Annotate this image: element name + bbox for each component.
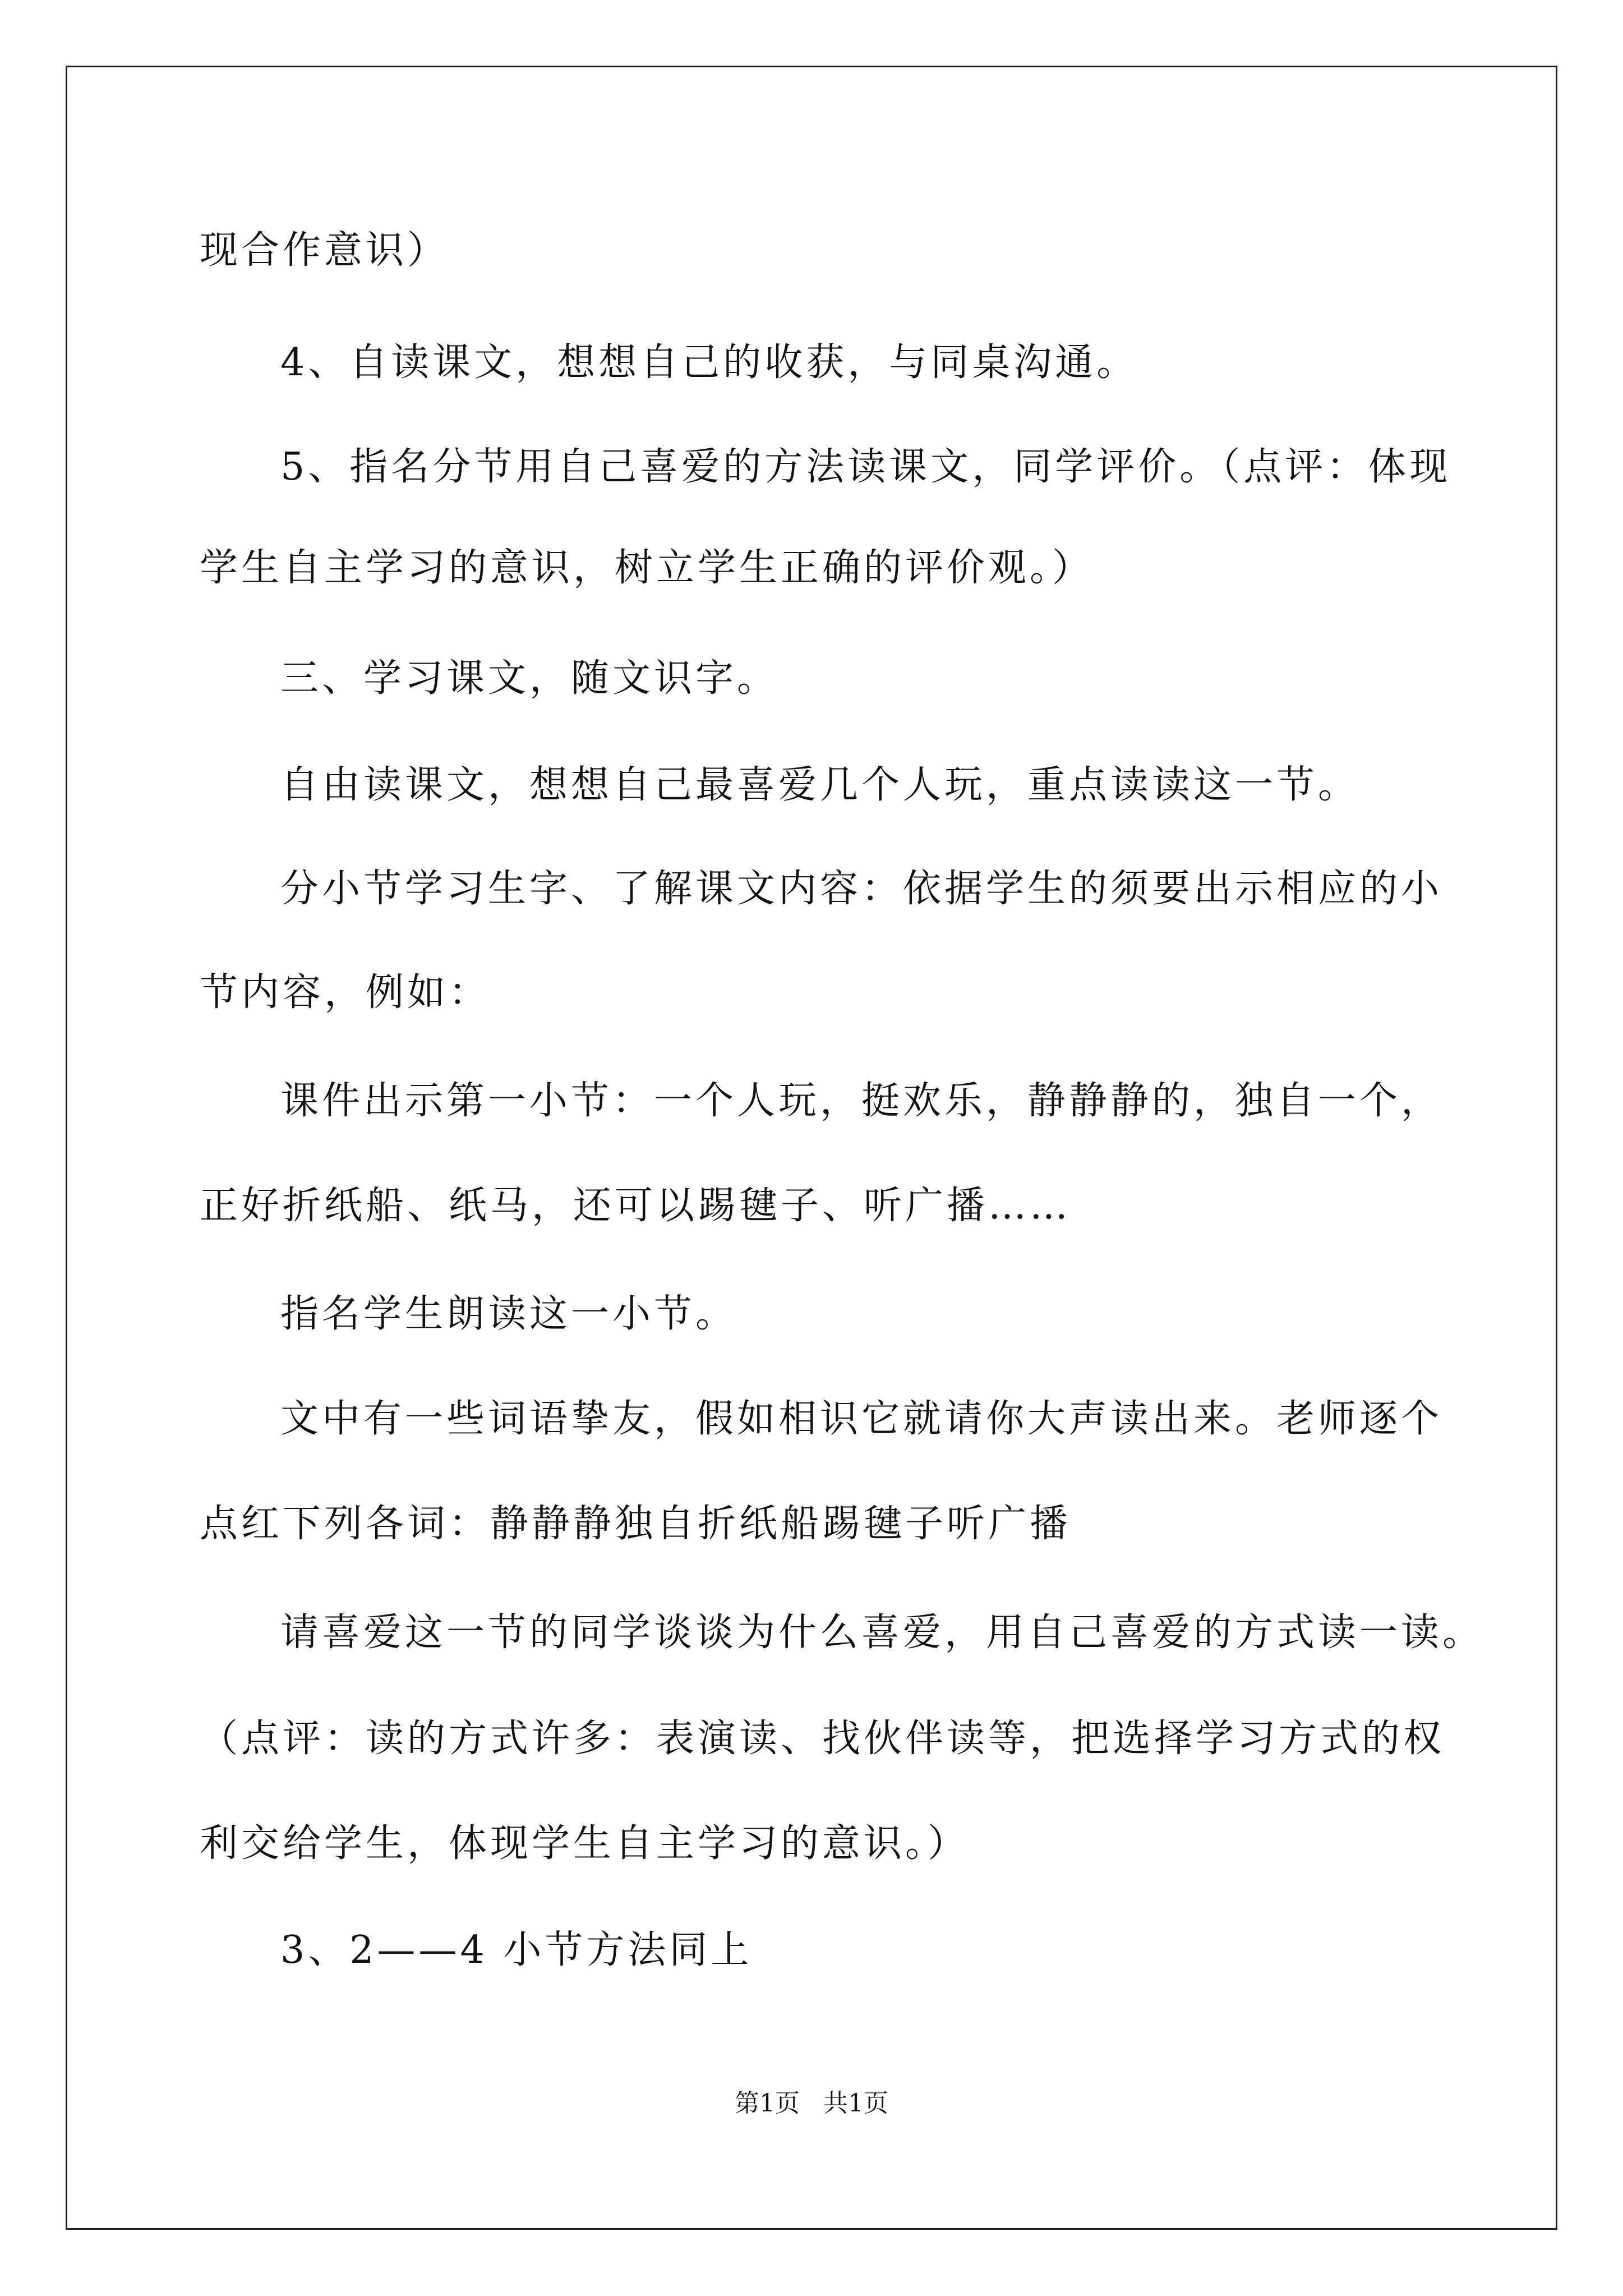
- paragraph-line-1: 现合作意识）: [200, 228, 449, 273]
- paragraph-line-12: 文中有一些词语挚友，假如相识它就请你大声读出来。老师逐个: [280, 1397, 1443, 1441]
- paragraph-line-13: 点红下列各词：静静静独自折纸船踢毽子听广播: [200, 1502, 1072, 1546]
- paragraph-line-17: 3、2——4 小节方法同上: [280, 1928, 753, 1972]
- paragraph-line-7: 分小节学习生字、了解课文内容：依据学生的须要出示相应的小: [280, 867, 1443, 911]
- page-border: [66, 66, 1557, 2230]
- paragraph-line-2: 4、自读课文，想想自己的收获，与同桌沟通。: [280, 341, 1138, 385]
- page-number-footer: 第1页 共1页: [735, 2089, 888, 2118]
- paragraph-line-16: 利交给学生，体现学生自主学习的意识。）: [200, 1821, 970, 1866]
- paragraph-line-4: 学生自主学习的意识，树立学生正确的评价观。）: [200, 546, 1094, 590]
- paragraph-line-6: 自由读课文，想想自己最喜爱几个人玩，重点读读这一节。: [280, 763, 1360, 807]
- paragraph-line-11: 指名学生朗读这一小节。: [280, 1292, 737, 1336]
- paragraph-line-5: 三、学习课文，随文识字。: [280, 656, 779, 701]
- paragraph-line-14: 请喜爱这一节的同学谈谈为什么喜爱，用自己喜爱的方式读一读。: [280, 1611, 1484, 1655]
- paragraph-line-15: （点评：读的方式许多：表演读、找伙伴读等，把选择学习方式的权: [200, 1717, 1445, 1761]
- paragraph-line-8: 节内容，例如：: [200, 970, 491, 1015]
- paragraph-line-9: 课件出示第一小节：一个人玩，挺欢乐，静静静的，独自一个，: [280, 1079, 1443, 1123]
- paragraph-line-10: 正好折纸船、纸马，还可以踢毽子、听广播……: [200, 1184, 1072, 1228]
- paragraph-line-3: 5、指名分节用自己喜爱的方法读课文，同学评价。（点评：体现: [280, 445, 1451, 489]
